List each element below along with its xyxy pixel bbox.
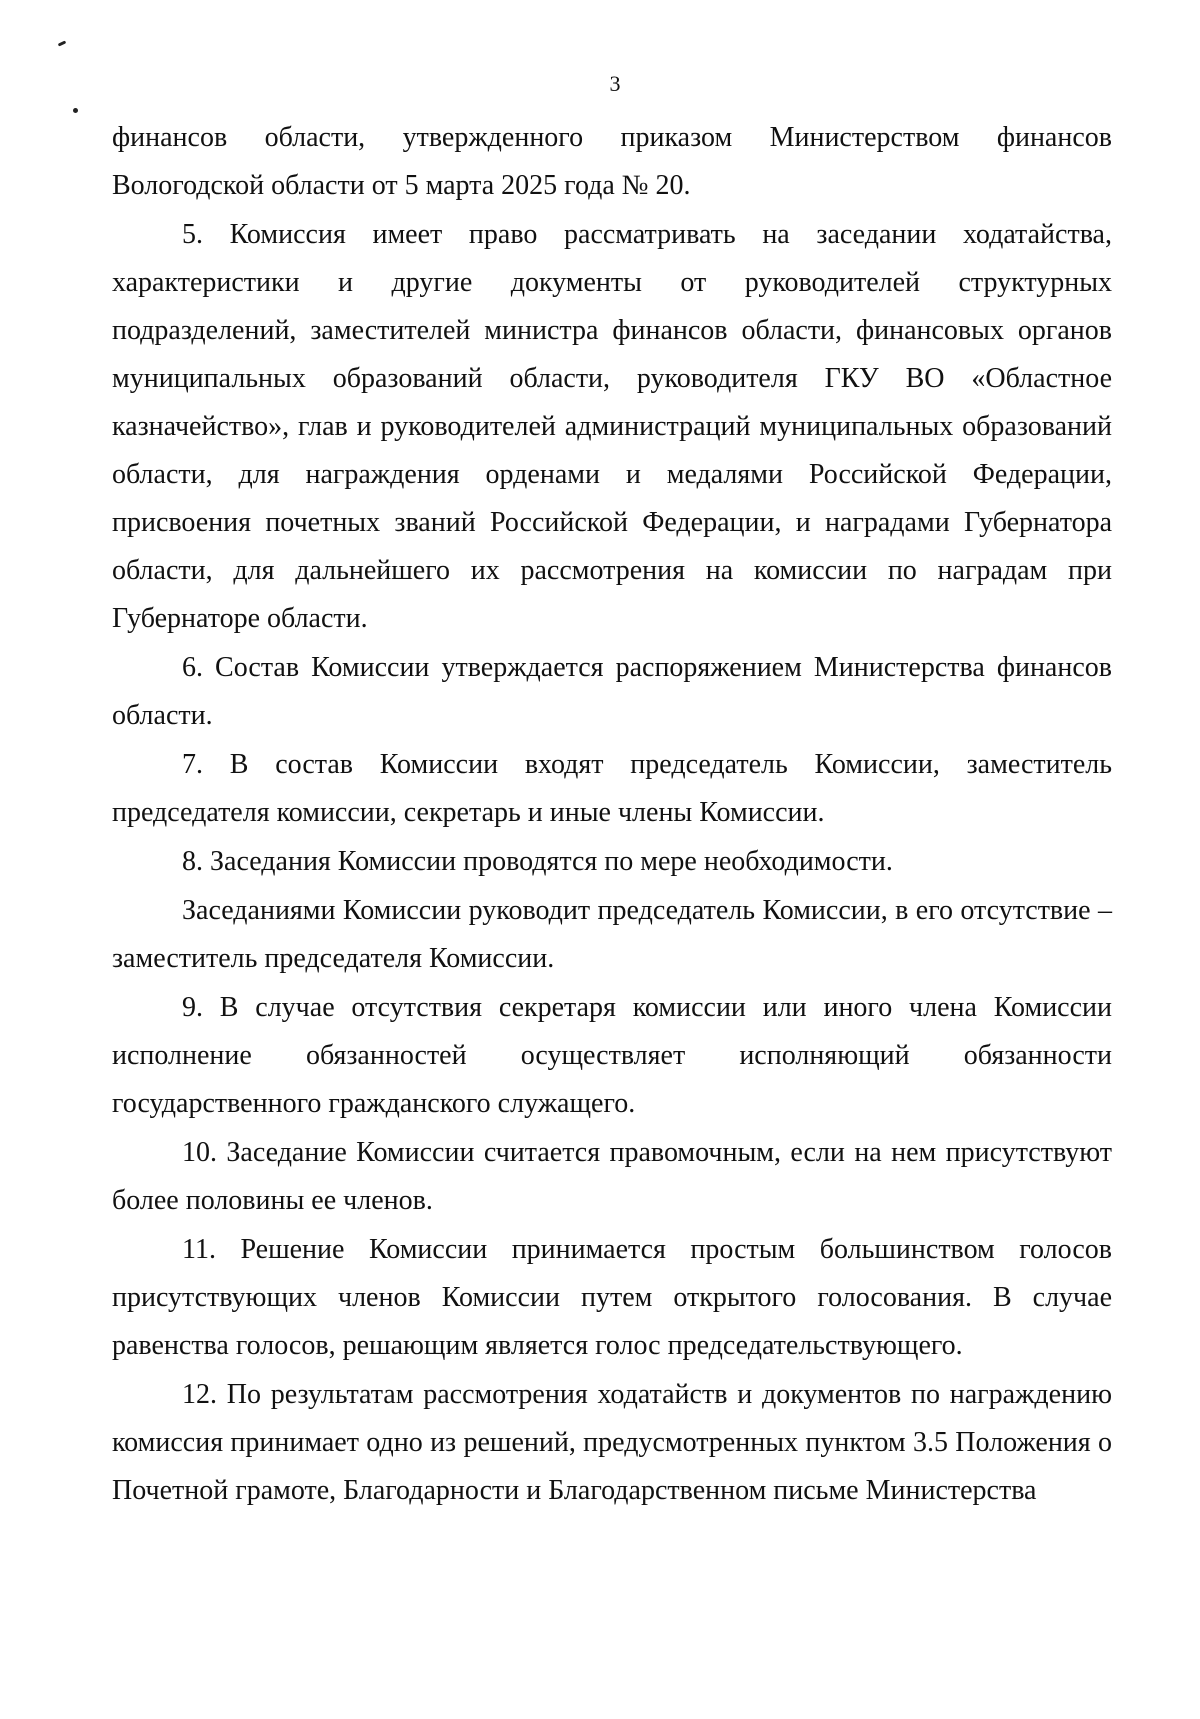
paragraph-item-5: 5. Комиссия имеет право рассматривать на заседании ходатайства, характеристики и другие документы от руководителей структурных подразделений, заместителей министра финансов области, финансовых органов муниципальных образований области, руководителя ГКУ ВО «Областное казначейство», глав и руководителей администраций муниципальных образований области, для награждения орденами и медалями Российской Федерации, присвоения почетных званий Российской Федерации, и наградами Губернатора области, для дальнейшего их рассмотрения на комиссии по наградам при Губернаторе области. [112,219,1112,634]
page-number: 3 [609,71,621,96]
paragraph-item-11: 11. Решение Комиссии принимается простым большинством голосов присутствующих членов Комиссии путем открытого голосования. В случае равенства голосов, решающим является голос председательствующего. [112,1234,1112,1361]
document-body [112,114,1112,1515]
paragraph-item-8-continued: Заседаниями Комиссии руководит председатель Комиссии, в его отсутствие – заместитель председателя Комиссии. [112,895,1112,974]
paragraph-item-6: 6. Состав Комиссии утверждается распоряжением Министерства финансов области. [112,652,1112,731]
paragraph-item-8: 8. Заседания Комиссии проводятся по мере необходимости. [182,846,893,877]
paragraph-item-10: 10. Заседание Комиссии считается правомочным, если на нем присутствуют более половины ее членов. [112,1137,1112,1216]
scan-artifact-mark [58,40,67,46]
paragraph-continuation: финансов области, утвержденного приказом Министерством финансов Вологодской области от 5 марта 2025 года № 20. [112,122,1112,201]
scan-artifact-dot [73,108,78,113]
paragraph-item-12: 12. По результатам рассмотрения ходатайств и документов по награждению комиссия принимает одно из решений, предусмотренных пунктом 3.5 Положения о Почетной грамоте, Благодарности и Благодарственном письме Министерства [112,1379,1112,1506]
paragraph-item-9: 9. В случае отсутствия секретаря комиссии или иного члена Комиссии исполнение обязанностей осуществляет исполняющий обязанности государственного гражданского служащего. [112,992,1112,1119]
paragraph-item-7: 7. В состав Комиссии входят председатель Комиссии, заместитель председателя комиссии, секретарь и иные члены Комиссии. [112,749,1112,828]
